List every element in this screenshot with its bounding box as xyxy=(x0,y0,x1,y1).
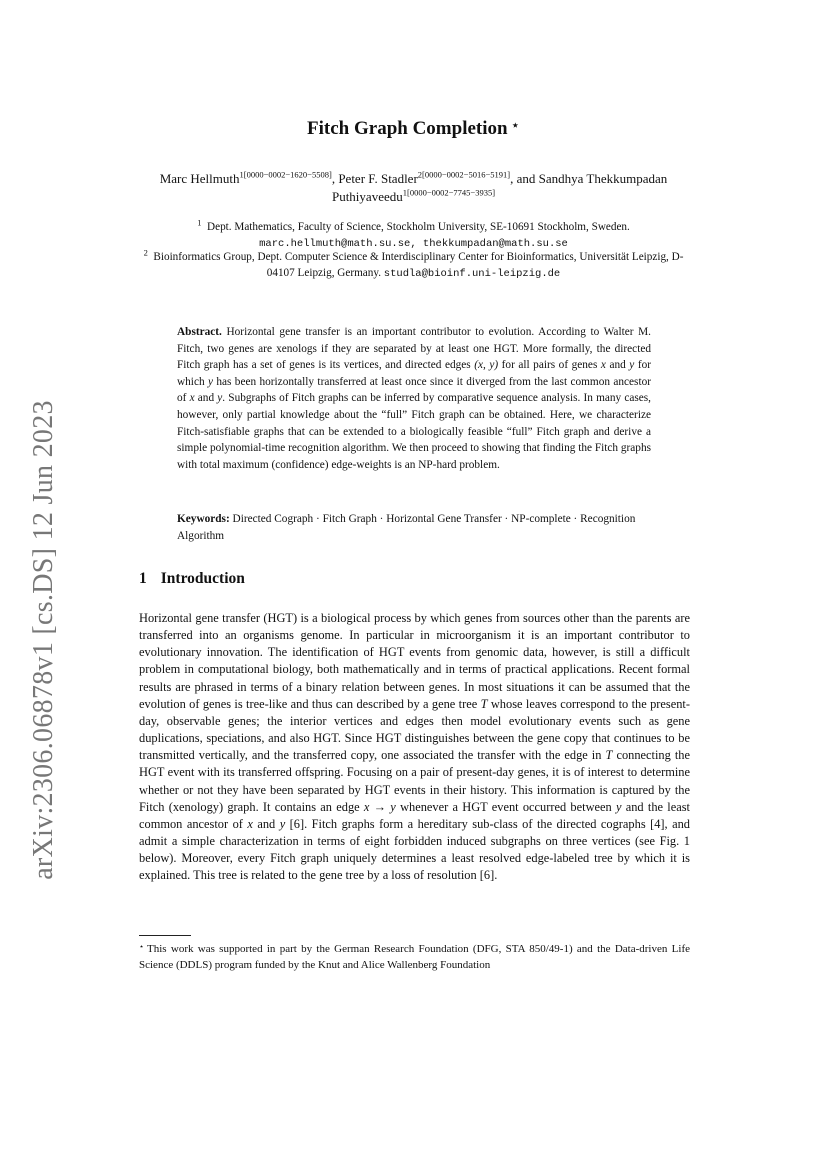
affiliation-text: Dept. Mathematics, Faculty of Science, Stockholm University, SE-10691 Stockholm, Sweden. xyxy=(207,221,630,233)
section-title: Introduction xyxy=(160,570,245,587)
arxiv-identifier: arXiv:2306.06878v1 [cs.DS] 12 Jun 2023 xyxy=(28,400,59,880)
abstract xyxy=(177,324,651,473)
abstract-label: Abstract. xyxy=(177,326,222,338)
body-text: and xyxy=(252,816,280,831)
footnote-text: This work was supported in part by the German Research Foundation (DFG, STA 850/49-1) and the Data-driven Life Science (DDLS) program funded by the Knut and Alice Wallenberg Foundation xyxy=(139,943,690,971)
keywords-label: Keywords: xyxy=(177,513,230,525)
body-text: connecting the HGT event with its transferred offspring. Focusing on a pair of present-day genes, it is of interest to determine whether or not they have been separated by HGT events in their history. This information is captured by the Fitch (xenology) graph. It contains an edge xyxy=(139,748,690,814)
math: x xyxy=(600,359,606,372)
author-orcid: 2[0000−0002−5016−5191] xyxy=(417,169,511,180)
math: x xyxy=(189,392,195,405)
abstract-text: Horizontal gene transfer is an important contributor to evolution. According to Walter M. Fitch, two genes are xenologs if they are separated by at least one HGT. More formally, the directed Fitch graph has a set of genes is its vertices, and directed edges xyxy=(177,326,651,372)
footnote xyxy=(139,939,690,973)
author-name: Marc Hellmuth xyxy=(159,171,240,186)
body-text: whose leaves correspond to the present-day, observable genes; the interior vertices and edges then model evolutionary events such as gene duplications, speciations, and also HGT. Since HGT distinguishes between the gene copy that continues to be transmitted vertically, and the transferred copy, one associated the transfer with the edge in xyxy=(139,696,690,763)
math: y xyxy=(615,799,622,814)
author-name: , and Sandhya Thekkumpadan Puthiyaveedu xyxy=(331,171,668,204)
body-text: and the least common ancestor of xyxy=(139,799,690,831)
author-orcid: 1[0000−0002−1620−5508] xyxy=(239,169,332,180)
affiliation-2 xyxy=(138,249,689,282)
math: y xyxy=(279,816,286,831)
email-link[interactable]: studla@bioinf.uni-leipzig.de xyxy=(383,268,561,280)
math: x xyxy=(247,816,253,831)
footnote-divider xyxy=(139,935,191,936)
keywords-text: Directed Cograph · Fitch Graph · Horizontal Gene Transfer · NP-complete · Recognition Algorithm xyxy=(177,513,636,542)
paper-title xyxy=(0,116,827,140)
footnote-mark: ⋆ xyxy=(139,942,145,951)
title-footnote-mark: ⋆ xyxy=(510,118,520,134)
title-text: Fitch Graph Completion xyxy=(307,118,508,139)
abstract-text: for all pairs of genes xyxy=(498,359,601,372)
body-text: Horizontal gene transfer (HGT) is a biological process by which genes from sources other than the parents are transferred into an organisms genome. In particular in microorganism it is an important contributor to evolutionary innovation. The identification of HGT events from genomic data, however, is still a difficult problem in computational biology, both mathematically and in terms of practical applications. Recent formal results are phrased in terms of a binary relation between genes. In most situations it can be assumed that the evolution of genes is tree-like and thus can described by a gene tree xyxy=(139,611,690,711)
author-orcid: 1[0000−0002−7745−3935] xyxy=(402,187,496,198)
math: T xyxy=(480,696,488,711)
math: T xyxy=(605,748,613,763)
abstract-text: and xyxy=(605,359,630,372)
affiliation-mark: 2 xyxy=(143,247,148,258)
author-name: , Peter F. Stadler xyxy=(331,171,418,186)
affiliation-text: Bioinformatics Group, Dept. Computer Science & Interdisciplinary Center for Bioinformatics, Universität Leipzig, D-04107 Leipzig, Germany. xyxy=(153,251,684,279)
section-heading xyxy=(139,570,245,588)
author-list xyxy=(138,170,689,206)
math: x → y xyxy=(363,799,396,814)
intro-paragraph xyxy=(139,610,690,885)
abstract-text: and xyxy=(194,392,218,405)
affiliation-mark: 1 xyxy=(197,217,202,228)
affiliation-1 xyxy=(138,219,689,252)
keywords xyxy=(177,511,651,544)
abstract-text: . Subgraphs of Fitch graphs can be inferred by comparative sequence analysis. In many cases, however, only partial knowledge about the “full” Fitch graph can be obtained. Here, we characterize Fitch-satisfiable graphs that can be extended to a biologically feasible “full” Fitch graph and derive a simple polynomial-time recognition algorithm. We then proceed to showing that finding the Fitch graphs with total maximum (confidence) edge-weights is an NP-hard problem. xyxy=(177,392,651,471)
arxiv-sidebar xyxy=(22,370,66,910)
math: y xyxy=(207,375,213,388)
math: y xyxy=(629,359,635,372)
math: y xyxy=(217,392,223,405)
email-link[interactable]: marc.hellmuth@math.su.se, thekkumpadan@math.su.se xyxy=(259,238,568,250)
section-number: 1 xyxy=(139,570,147,587)
abstract-text: for which xyxy=(177,359,652,388)
body-text: [6]. Fitch graphs form a hereditary sub-class of the directed cographs [4], and admit a simple characterization in terms of eight forbidden induced subgraphs on three vertices (see Fig. 1 below). Moreover, every Fitch graph uniquely determines a least resolved edge-labeled tree by which it is explained. This tree is related to the gene tree by a loss of resolution [6]. xyxy=(139,816,691,883)
math: (x, y) xyxy=(474,359,499,372)
abstract-text: has been horizontally transferred at least once since it diverged from the last common ancestor of xyxy=(177,375,651,405)
body-text: whenever a HGT event occurred between xyxy=(395,799,616,814)
